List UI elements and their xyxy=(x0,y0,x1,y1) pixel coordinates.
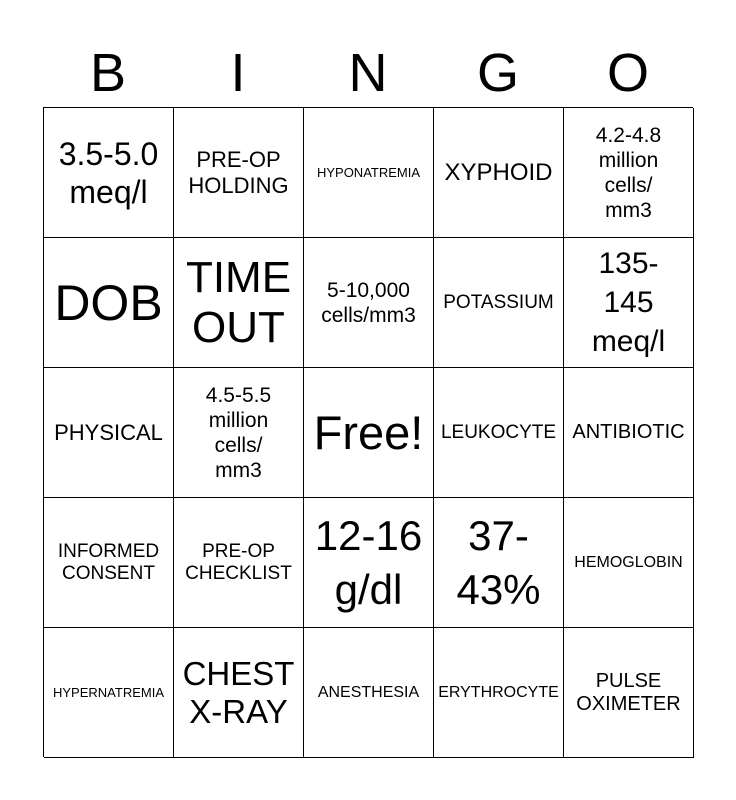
cell-text: PRE-OP HOLDING xyxy=(188,146,289,198)
cell-text: 12-16 g/dl xyxy=(314,511,423,613)
bingo-cell-r1-c4[interactable] xyxy=(434,108,564,238)
bingo-cell-r1-c1[interactable] xyxy=(44,108,174,238)
cell-text: TIME OUT xyxy=(185,252,292,352)
cell-text: DOB xyxy=(54,274,163,331)
bingo-cell-r4-c5[interactable] xyxy=(564,498,694,628)
bingo-cell-r4-c4[interactable] xyxy=(434,498,564,628)
bingo-cell-r2-c1[interactable] xyxy=(44,238,174,368)
cell-text: 4.5-5.5 million cells/ mm3 xyxy=(205,383,272,482)
bingo-cell-r5-c3[interactable] xyxy=(304,628,434,758)
bingo-cell-r3-c3[interactable] xyxy=(304,368,434,498)
cell-text: LEUKOCYTE xyxy=(440,421,557,443)
cell-text: 135- 145 meq/l xyxy=(591,247,666,358)
bingo-cell-r2-c2[interactable] xyxy=(174,238,304,368)
cell-text: PULSE OXIMETER xyxy=(576,669,681,715)
cell-text: PHYSICAL xyxy=(54,419,163,445)
bingo-cell-r2-c4[interactable] xyxy=(434,238,564,368)
bingo-cell-r2-c3[interactable] xyxy=(304,238,434,368)
cell-text: INFORMED CONSENT xyxy=(57,540,160,584)
bingo-cell-r3-c1[interactable] xyxy=(44,368,174,498)
bingo-cell-r5-c2[interactable] xyxy=(174,628,304,758)
bingo-cell-r2-c5[interactable] xyxy=(564,238,694,368)
bingo-cell-r5-c1[interactable] xyxy=(44,628,174,758)
header-letter-b: B xyxy=(89,43,127,103)
bingo-cell-r4-c3[interactable] xyxy=(304,498,434,628)
header-letter-i: I xyxy=(230,43,246,103)
cell-text: ANTIBIOTIC xyxy=(572,421,685,443)
cell-text: ERYTHROCYTE xyxy=(438,684,559,701)
bingo-cell-r5-c4[interactable] xyxy=(434,628,564,758)
cell-text: CHEST X-RAY xyxy=(182,654,295,730)
cell-text: ANESTHESIA xyxy=(317,684,420,701)
cell-text: 37- 43% xyxy=(456,511,541,613)
bingo-cell-r3-c4[interactable] xyxy=(434,368,564,498)
bingo-cell-r1-c2[interactable] xyxy=(174,108,304,238)
free-space-text: Free! xyxy=(313,405,424,459)
cell-text: 5-10,000 cells/mm3 xyxy=(321,278,416,327)
cell-text: POTASSIUM xyxy=(443,291,554,313)
cell-text: 3.5-5.0 meq/l xyxy=(58,135,159,210)
cell-text: XYPHOID xyxy=(444,159,553,186)
bingo-cell-r3-c2[interactable] xyxy=(174,368,304,498)
bingo-header xyxy=(43,40,693,106)
header-letter-g: G xyxy=(476,43,519,103)
header-letter-n: N xyxy=(348,43,388,103)
cell-text: PRE-OP CHECKLIST xyxy=(185,540,292,584)
header-letter-o: O xyxy=(606,43,649,103)
cell-text: HYPERNATREMIA xyxy=(53,684,164,700)
cell-text: 4.2-4.8 million cells/ mm3 xyxy=(595,123,662,222)
bingo-cell-r4-c1[interactable] xyxy=(44,498,174,628)
cell-text: HYPONATREMIA xyxy=(316,164,421,180)
bingo-cell-r1-c3[interactable] xyxy=(304,108,434,238)
bingo-cell-r1-c5[interactable] xyxy=(564,108,694,238)
bingo-cell-r4-c2[interactable] xyxy=(174,498,304,628)
bingo-cell-r5-c5[interactable] xyxy=(564,628,694,758)
cell-text: HEMOGLOBIN xyxy=(574,554,683,571)
bingo-cell-r3-c5[interactable] xyxy=(564,368,694,498)
bingo-board xyxy=(43,107,693,757)
